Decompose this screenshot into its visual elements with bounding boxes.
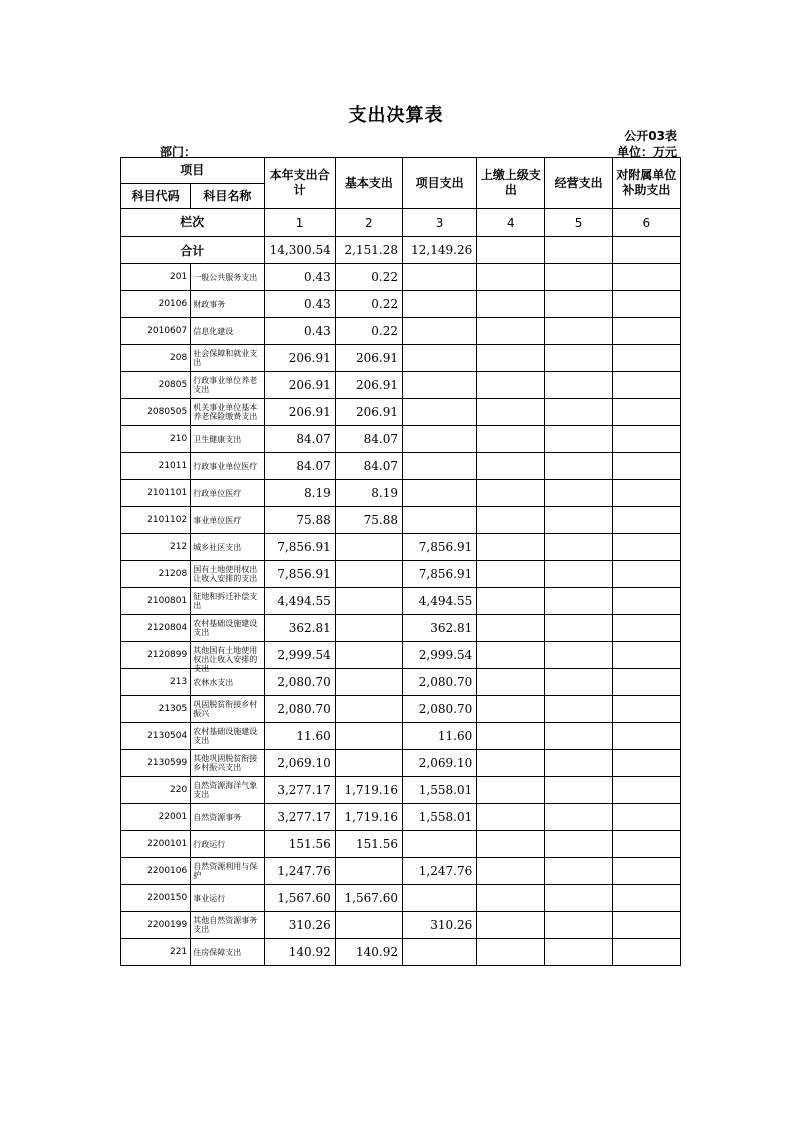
column-index-row bbox=[121, 209, 681, 237]
amount-cell bbox=[612, 426, 680, 453]
amount-cell bbox=[477, 372, 545, 399]
subject-name: 事业单位医疗 bbox=[193, 515, 242, 525]
amount-cell bbox=[402, 291, 476, 318]
table-row bbox=[121, 291, 681, 318]
amount-cell bbox=[612, 939, 680, 966]
amount-cell bbox=[612, 777, 680, 804]
total-label: 合计 bbox=[121, 237, 265, 264]
amount-cell: 140.92 bbox=[335, 939, 402, 966]
subject-code: 2120899 bbox=[121, 642, 191, 669]
subject-name: 自然资源事务 bbox=[193, 812, 242, 822]
amount-cell bbox=[612, 453, 680, 480]
total-value: 14,300.54 bbox=[264, 237, 335, 264]
amount-cell: 151.56 bbox=[335, 831, 402, 858]
amount-cell bbox=[477, 750, 545, 777]
subject-name-cell bbox=[191, 345, 264, 372]
amount-cell bbox=[335, 615, 402, 642]
expenditure-table bbox=[120, 157, 681, 966]
amount-cell bbox=[402, 453, 476, 480]
subject-code: 2200101 bbox=[121, 831, 191, 858]
header-code: 科目代码 bbox=[121, 184, 191, 209]
amount-cell bbox=[335, 642, 402, 669]
amount-cell: 0.43 bbox=[264, 291, 335, 318]
subject-name: 行政单位医疗 bbox=[193, 488, 242, 498]
amount-cell: 1,567.60 bbox=[264, 885, 335, 912]
col-number: 1 bbox=[264, 209, 335, 237]
amount-cell: 1,247.76 bbox=[402, 858, 476, 885]
amount-cell bbox=[612, 345, 680, 372]
amount-cell: 2,080.70 bbox=[264, 669, 335, 696]
amount-cell bbox=[612, 372, 680, 399]
amount-cell bbox=[612, 399, 680, 426]
amount-cell bbox=[477, 345, 545, 372]
table-row bbox=[121, 561, 681, 588]
amount-cell bbox=[545, 885, 612, 912]
amount-cell bbox=[477, 885, 545, 912]
amount-cell: 84.07 bbox=[264, 426, 335, 453]
amount-cell: 2,069.10 bbox=[264, 750, 335, 777]
amount-cell bbox=[545, 831, 612, 858]
subject-name-cell bbox=[191, 912, 264, 939]
amount-cell bbox=[612, 642, 680, 669]
amount-cell bbox=[477, 615, 545, 642]
subject-code: 213 bbox=[121, 669, 191, 696]
amount-cell bbox=[402, 507, 476, 534]
subject-name: 征地和拆迁补偿支出 bbox=[193, 592, 258, 610]
amount-cell bbox=[335, 912, 402, 939]
subject-code: 208 bbox=[121, 345, 191, 372]
amount-cell bbox=[612, 804, 680, 831]
subject-name: 住房保障支出 bbox=[193, 947, 242, 957]
total-row bbox=[121, 237, 681, 264]
amount-cell bbox=[477, 291, 545, 318]
amount-cell bbox=[545, 750, 612, 777]
table-row bbox=[121, 372, 681, 399]
table-row bbox=[121, 588, 681, 615]
amount-cell bbox=[477, 588, 545, 615]
amount-cell bbox=[477, 534, 545, 561]
header-total: 本年支出合计 bbox=[264, 158, 335, 209]
amount-cell bbox=[612, 480, 680, 507]
amount-cell bbox=[612, 831, 680, 858]
amount-cell: 206.91 bbox=[264, 372, 335, 399]
subject-name-cell bbox=[191, 777, 264, 804]
amount-cell: 151.56 bbox=[264, 831, 335, 858]
subject-name-cell bbox=[191, 588, 264, 615]
subject-code: 2101102 bbox=[121, 507, 191, 534]
amount-cell: 11.60 bbox=[402, 723, 476, 750]
amount-cell bbox=[477, 399, 545, 426]
amount-cell bbox=[335, 669, 402, 696]
table-row bbox=[121, 831, 681, 858]
subject-name-cell bbox=[191, 750, 264, 777]
amount-cell bbox=[612, 615, 680, 642]
amount-cell bbox=[545, 669, 612, 696]
amount-cell bbox=[612, 885, 680, 912]
amount-cell: 310.26 bbox=[402, 912, 476, 939]
table-row bbox=[121, 696, 681, 723]
amount-cell bbox=[545, 912, 612, 939]
col-number: 5 bbox=[545, 209, 612, 237]
amount-cell: 3,277.17 bbox=[264, 804, 335, 831]
subject-name: 财政事务 bbox=[193, 299, 226, 309]
amount-cell bbox=[335, 561, 402, 588]
amount-cell bbox=[545, 723, 612, 750]
table-row bbox=[121, 750, 681, 777]
subject-name-cell bbox=[191, 939, 264, 966]
amount-cell: 2,080.70 bbox=[402, 696, 476, 723]
amount-cell bbox=[335, 858, 402, 885]
amount-cell: 0.22 bbox=[335, 318, 402, 345]
total-value: 12,149.26 bbox=[402, 237, 476, 264]
amount-cell bbox=[545, 696, 612, 723]
amount-cell bbox=[335, 696, 402, 723]
subject-code: 2130504 bbox=[121, 723, 191, 750]
subject-code: 2010607 bbox=[121, 318, 191, 345]
header-item: 项目 bbox=[121, 158, 265, 184]
amount-cell: 7,856.91 bbox=[264, 534, 335, 561]
subject-code: 2101101 bbox=[121, 480, 191, 507]
amount-cell bbox=[477, 831, 545, 858]
subject-code: 2130599 bbox=[121, 750, 191, 777]
subject-name: 农村基础设施建设支出 bbox=[193, 727, 258, 745]
subject-name-cell bbox=[191, 804, 264, 831]
subject-name-cell bbox=[191, 534, 264, 561]
amount-cell: 3,277.17 bbox=[264, 777, 335, 804]
amount-cell bbox=[335, 534, 402, 561]
subject-name: 自然资源海洋气象支出 bbox=[193, 781, 258, 799]
subject-code: 2200199 bbox=[121, 912, 191, 939]
table-row bbox=[121, 858, 681, 885]
table-row bbox=[121, 399, 681, 426]
amount-cell: 2,080.70 bbox=[402, 669, 476, 696]
amount-cell bbox=[545, 291, 612, 318]
subject-name-cell bbox=[191, 318, 264, 345]
table-row bbox=[121, 804, 681, 831]
amount-cell bbox=[477, 723, 545, 750]
amount-cell: 1,719.16 bbox=[335, 804, 402, 831]
subject-code: 2120804 bbox=[121, 615, 191, 642]
amount-cell: 206.91 bbox=[335, 399, 402, 426]
amount-cell: 84.07 bbox=[335, 426, 402, 453]
subject-name-cell bbox=[191, 399, 264, 426]
amount-cell: 362.81 bbox=[264, 615, 335, 642]
amount-cell: 140.92 bbox=[264, 939, 335, 966]
table-row bbox=[121, 507, 681, 534]
subject-code: 2200150 bbox=[121, 885, 191, 912]
amount-cell bbox=[402, 426, 476, 453]
subject-name: 城乡社区支出 bbox=[193, 542, 242, 552]
amount-cell bbox=[402, 480, 476, 507]
subject-name: 机关事业单位基本养老保险缴费支出 bbox=[193, 403, 258, 421]
total-value bbox=[477, 237, 545, 264]
amount-cell bbox=[477, 669, 545, 696]
amount-cell bbox=[612, 588, 680, 615]
amount-cell bbox=[612, 723, 680, 750]
subject-code: 2200106 bbox=[121, 858, 191, 885]
amount-cell bbox=[402, 345, 476, 372]
amount-cell bbox=[545, 615, 612, 642]
amount-cell: 75.88 bbox=[264, 507, 335, 534]
subject-code: 21208 bbox=[121, 561, 191, 588]
amount-cell: 84.07 bbox=[335, 453, 402, 480]
amount-cell: 8.19 bbox=[264, 480, 335, 507]
amount-cell bbox=[545, 534, 612, 561]
amount-cell: 2,999.54 bbox=[402, 642, 476, 669]
amount-cell bbox=[545, 480, 612, 507]
subject-code: 21305 bbox=[121, 696, 191, 723]
subject-code: 21011 bbox=[121, 453, 191, 480]
amount-cell bbox=[612, 534, 680, 561]
subject-name-cell bbox=[191, 507, 264, 534]
amount-cell bbox=[545, 318, 612, 345]
amount-cell bbox=[612, 696, 680, 723]
subject-name-cell bbox=[191, 426, 264, 453]
amount-cell bbox=[477, 642, 545, 669]
amount-cell bbox=[402, 939, 476, 966]
amount-cell bbox=[545, 264, 612, 291]
amount-cell: 75.88 bbox=[335, 507, 402, 534]
subject-name: 信息化建设 bbox=[193, 326, 234, 336]
header-basic: 基本支出 bbox=[335, 158, 402, 209]
amount-cell bbox=[335, 588, 402, 615]
amount-cell bbox=[477, 426, 545, 453]
amount-cell bbox=[612, 561, 680, 588]
amount-cell bbox=[545, 453, 612, 480]
table-row bbox=[121, 777, 681, 804]
subject-code: 220 bbox=[121, 777, 191, 804]
page-title: 支出决算表 bbox=[348, 105, 444, 126]
amount-cell bbox=[402, 885, 476, 912]
amount-cell bbox=[477, 912, 545, 939]
header-project: 项目支出 bbox=[402, 158, 476, 209]
amount-cell bbox=[477, 507, 545, 534]
amount-cell bbox=[612, 318, 680, 345]
amount-cell bbox=[335, 750, 402, 777]
col-number: 4 bbox=[477, 209, 545, 237]
subject-name-cell bbox=[191, 264, 264, 291]
subject-name: 农村基础设施建设支出 bbox=[193, 619, 258, 637]
amount-cell: 362.81 bbox=[402, 615, 476, 642]
amount-cell bbox=[612, 507, 680, 534]
subject-code: 221 bbox=[121, 939, 191, 966]
table-row bbox=[121, 426, 681, 453]
subject-name: 行政运行 bbox=[193, 839, 226, 849]
table-row bbox=[121, 885, 681, 912]
subject-name-cell bbox=[191, 642, 264, 673]
table-row bbox=[121, 345, 681, 372]
amount-cell: 206.91 bbox=[335, 372, 402, 399]
table-row bbox=[121, 264, 681, 291]
unit-label: 单位：万元 bbox=[616, 145, 677, 159]
subject-name: 自然资源利用与保护 bbox=[193, 862, 258, 880]
subject-name-cell bbox=[191, 480, 264, 507]
subject-name: 巩固脱贫衔接乡村振兴 bbox=[193, 700, 258, 718]
table-row bbox=[121, 642, 681, 669]
amount-cell: 0.22 bbox=[335, 291, 402, 318]
table-row bbox=[121, 615, 681, 642]
amount-cell bbox=[545, 372, 612, 399]
table-row bbox=[121, 912, 681, 939]
subject-name: 国有土地使用权出让收入安排的支出 bbox=[193, 565, 258, 583]
amount-cell bbox=[477, 453, 545, 480]
col-number: 6 bbox=[612, 209, 680, 237]
subject-name-cell bbox=[191, 831, 264, 858]
header-business: 经营支出 bbox=[545, 158, 612, 209]
subject-name: 其他巩固脱贫衔接乡村振兴支出 bbox=[193, 754, 258, 772]
department-label: 部门： bbox=[160, 145, 197, 159]
amount-cell: 7,856.91 bbox=[264, 561, 335, 588]
amount-cell bbox=[612, 669, 680, 696]
subject-name-cell bbox=[191, 615, 264, 642]
amount-cell: 1,558.01 bbox=[402, 804, 476, 831]
amount-cell: 0.22 bbox=[335, 264, 402, 291]
form-number: 公开03表 bbox=[624, 129, 677, 143]
table-row bbox=[121, 723, 681, 750]
subject-name-cell bbox=[191, 561, 264, 588]
header-name: 科目名称 bbox=[191, 184, 264, 209]
amount-cell bbox=[402, 264, 476, 291]
subject-code: 20106 bbox=[121, 291, 191, 318]
amount-cell bbox=[612, 264, 680, 291]
subject-name: 一般公共服务支出 bbox=[193, 272, 258, 282]
subject-code: 2080505 bbox=[121, 399, 191, 426]
amount-cell: 1,719.16 bbox=[335, 777, 402, 804]
amount-cell: 4,494.55 bbox=[402, 588, 476, 615]
amount-cell bbox=[545, 588, 612, 615]
amount-cell bbox=[612, 291, 680, 318]
amount-cell bbox=[477, 561, 545, 588]
amount-cell bbox=[477, 264, 545, 291]
amount-cell bbox=[477, 939, 545, 966]
amount-cell bbox=[335, 723, 402, 750]
subject-name: 卫生健康支出 bbox=[193, 434, 242, 444]
col-number: 3 bbox=[402, 209, 476, 237]
amount-cell bbox=[402, 318, 476, 345]
amount-cell bbox=[477, 318, 545, 345]
subject-code: 20805 bbox=[121, 372, 191, 399]
amount-cell bbox=[477, 696, 545, 723]
row-index-label: 栏次 bbox=[121, 209, 265, 237]
header-upper: 上缴上级支出 bbox=[477, 158, 545, 209]
amount-cell bbox=[612, 750, 680, 777]
amount-cell: 1,558.01 bbox=[402, 777, 476, 804]
amount-cell bbox=[545, 426, 612, 453]
amount-cell: 206.91 bbox=[264, 399, 335, 426]
amount-cell: 1,247.76 bbox=[264, 858, 335, 885]
amount-cell bbox=[545, 804, 612, 831]
amount-cell: 11.60 bbox=[264, 723, 335, 750]
amount-cell bbox=[545, 642, 612, 669]
total-value bbox=[612, 237, 680, 264]
amount-cell: 206.91 bbox=[335, 345, 402, 372]
subject-name: 农林水支出 bbox=[193, 677, 234, 687]
subject-name: 其他自然资源事务支出 bbox=[193, 916, 258, 934]
amount-cell: 0.43 bbox=[264, 264, 335, 291]
amount-cell: 7,856.91 bbox=[402, 561, 476, 588]
amount-cell: 2,069.10 bbox=[402, 750, 476, 777]
subject-code: 22001 bbox=[121, 804, 191, 831]
amount-cell bbox=[477, 858, 545, 885]
amount-cell: 1,567.60 bbox=[335, 885, 402, 912]
amount-cell bbox=[477, 777, 545, 804]
subject-name: 行政事业单位医疗 bbox=[193, 461, 258, 471]
subject-name-cell bbox=[191, 885, 264, 912]
table-row bbox=[121, 480, 681, 507]
subject-name: 其他国有土地使用权出让收入安排的支出 bbox=[193, 646, 258, 673]
header-subsidy: 对附属单位补助支出 bbox=[612, 158, 680, 209]
amount-cell bbox=[402, 372, 476, 399]
amount-cell bbox=[545, 858, 612, 885]
amount-cell bbox=[612, 858, 680, 885]
amount-cell bbox=[477, 804, 545, 831]
table-row bbox=[121, 939, 681, 966]
header-row-1 bbox=[121, 158, 681, 184]
subject-name-cell bbox=[191, 291, 264, 318]
table-row bbox=[121, 534, 681, 561]
amount-cell bbox=[545, 939, 612, 966]
amount-cell: 7,856.91 bbox=[402, 534, 476, 561]
amount-cell bbox=[545, 561, 612, 588]
subject-name-cell bbox=[191, 696, 264, 723]
amount-cell: 2,999.54 bbox=[264, 642, 335, 669]
amount-cell: 8.19 bbox=[335, 480, 402, 507]
amount-cell: 0.43 bbox=[264, 318, 335, 345]
subject-name-cell bbox=[191, 372, 264, 399]
amount-cell bbox=[402, 399, 476, 426]
col-number: 2 bbox=[335, 209, 402, 237]
amount-cell: 4,494.55 bbox=[264, 588, 335, 615]
amount-cell bbox=[545, 507, 612, 534]
total-value: 2,151.28 bbox=[335, 237, 402, 264]
subject-name: 事业运行 bbox=[193, 893, 226, 903]
subject-name: 社会保障和就业支出 bbox=[193, 349, 258, 367]
subject-code: 212 bbox=[121, 534, 191, 561]
amount-cell bbox=[545, 777, 612, 804]
subject-code: 201 bbox=[121, 264, 191, 291]
subject-name-cell bbox=[191, 858, 264, 885]
amount-cell bbox=[477, 480, 545, 507]
subject-name-cell bbox=[191, 453, 264, 480]
subject-code: 2100801 bbox=[121, 588, 191, 615]
subject-code: 210 bbox=[121, 426, 191, 453]
total-value bbox=[545, 237, 612, 264]
amount-cell bbox=[545, 399, 612, 426]
subject-name-cell bbox=[191, 723, 264, 750]
amount-cell bbox=[545, 345, 612, 372]
amount-cell: 2,080.70 bbox=[264, 696, 335, 723]
table-row bbox=[121, 318, 681, 345]
amount-cell: 206.91 bbox=[264, 345, 335, 372]
amount-cell: 84.07 bbox=[264, 453, 335, 480]
amount-cell bbox=[402, 831, 476, 858]
amount-cell: 310.26 bbox=[264, 912, 335, 939]
amount-cell bbox=[612, 912, 680, 939]
table-row bbox=[121, 453, 681, 480]
subject-name: 行政事业单位养老支出 bbox=[193, 376, 258, 394]
